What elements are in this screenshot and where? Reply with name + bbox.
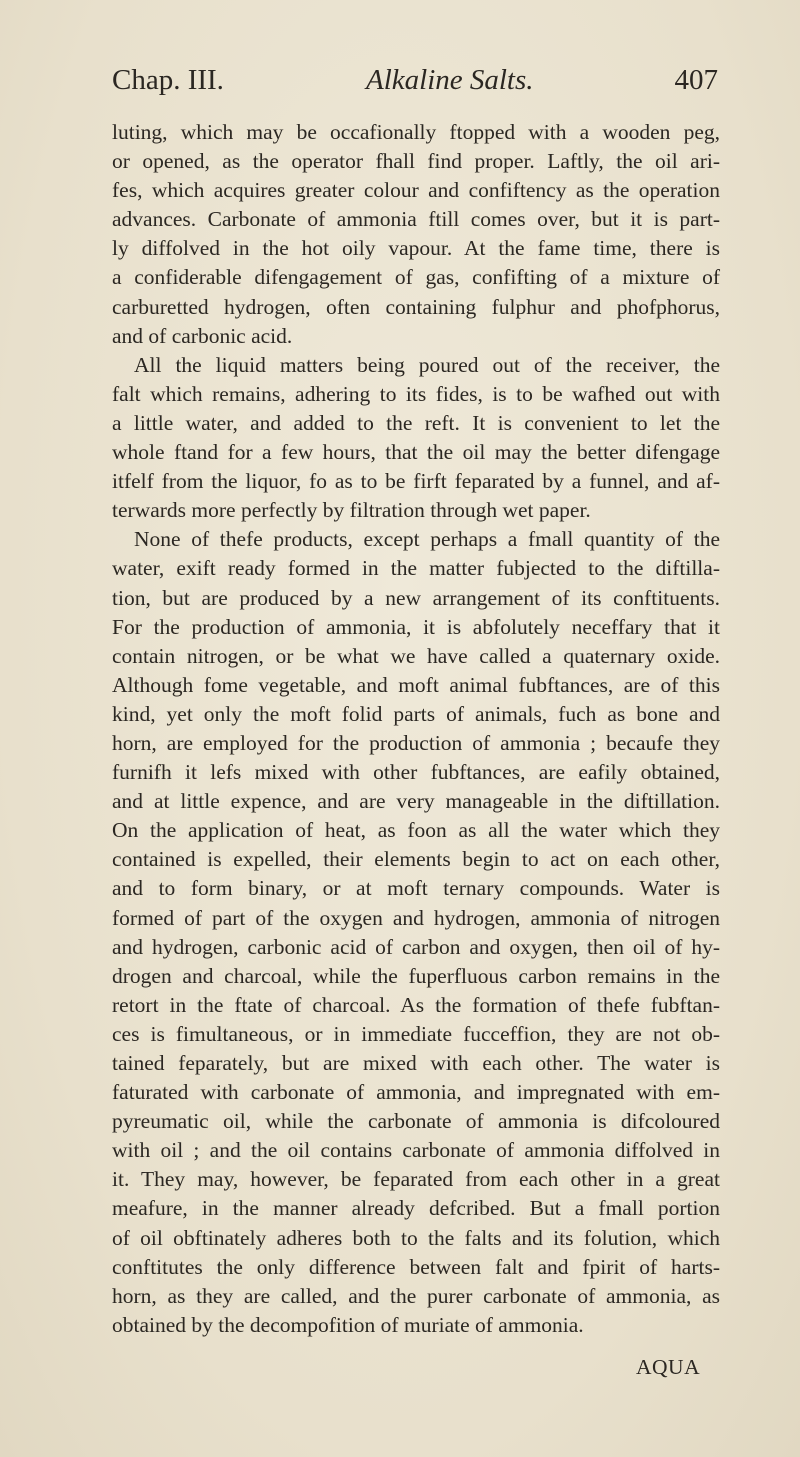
text-line: For the production of ammonia, it is abfolutely neceffary that it xyxy=(112,614,720,639)
text-line: formed of part of the oxygen and hydrogen, ammonia of nitrogen xyxy=(112,905,720,930)
text-line: obtained by the decompofition of muriate of ammonia. xyxy=(112,1312,584,1337)
text-line: None of thefe products, except perhaps a fmall quantity of the xyxy=(134,527,720,552)
text-line: carburetted hydrogen, often containing fulphur and phofphorus, xyxy=(112,294,720,319)
text-line: contained is expelled, their elements begin to act on each other, xyxy=(112,847,720,872)
text-line: and of carbonic acid. xyxy=(112,323,293,348)
running-header xyxy=(112,60,718,100)
running-title: Alkaline Salts. xyxy=(366,64,534,96)
text-line: and to form binary, or at moft ternary compounds. Water is xyxy=(112,876,720,901)
text-line: itfelf from the liquor, fo as to be firft feparated by a funnel, and af- xyxy=(112,469,720,494)
text-line: or opened, as the operator fhall find proper. Laftly, the oil ari- xyxy=(112,149,720,174)
text-line: Although fome vegetable, and moft animal fubftances, are of this xyxy=(112,672,720,697)
text-line: advances. Carbonate of ammonia ftill comes over, but it is part- xyxy=(112,207,720,232)
catchword: AQUA xyxy=(636,1355,701,1379)
text-line: a little water, and added to the reft. It is convenient to let the xyxy=(112,410,720,435)
text-line: tion, but are produced by a new arrangement of its conftituents. xyxy=(112,585,720,610)
text-line: and at little expence, and are very manageable in the diftillation. xyxy=(112,789,720,814)
text-line: luting, which may be occafionally ftopped with a wooden peg, xyxy=(112,120,720,144)
text-line: whole ftand for a few hours, that the oil may the better difengage xyxy=(112,440,720,465)
text-line: conftitutes the only difference between falt and fpirit of harts- xyxy=(112,1254,720,1279)
text-line: horn, are employed for the production of ammonia ; becaufe they xyxy=(112,730,720,755)
text-line: drogen and charcoal, while the fuperfluous carbon remains in the xyxy=(112,963,720,988)
text-line: water, exift ready formed in the matter fubjected to the diftilla- xyxy=(112,556,720,581)
text-line: falt which remains, adhering to its fides, is to be wafhed out with xyxy=(112,381,720,406)
text-line: and hydrogen, carbonic acid of carbon and oxygen, then oil of hy- xyxy=(112,934,720,959)
text-line: ces is fimultaneous, or in immediate fucceffion, they are not ob- xyxy=(112,1021,720,1046)
text-line: with oil ; and the oil contains carbonate of ammonia diffolved in xyxy=(112,1138,720,1163)
text-line: a confiderable difengagement of gas, confifting of a mixture of xyxy=(112,265,720,290)
text-line: All the liquid matters being poured out of the receiver, the xyxy=(134,352,720,377)
text-line: horn, as they are called, and the purer carbonate of ammonia, as xyxy=(112,1283,720,1308)
text-line: On the application of heat, as foon as all the water which they xyxy=(112,818,720,843)
text-line: fes, which acquires greater colour and confiftency as the operation xyxy=(112,178,720,203)
text-line: it. They may, however, be feparated from each other in a great xyxy=(112,1167,720,1192)
text-line: meafure, in the manner already defcribed. But a fmall portion xyxy=(112,1196,720,1221)
text-line: ly diffolved in the hot oily vapour. At the fame time, there is xyxy=(112,236,720,261)
text-line: terwards more perfectly by filtration through wet paper. xyxy=(112,498,591,523)
text-line: furnifh it lefs mixed with other fubftances, are eafily obtained, xyxy=(112,760,720,785)
text-line: tained feparately, but are mixed with each other. The water is xyxy=(112,1051,720,1075)
text-line: contain nitrogen, or be what we have called a quaternary oxide. xyxy=(112,643,720,668)
text-line: faturated with carbonate of ammonia, and impregnated with em- xyxy=(112,1080,720,1105)
body-text xyxy=(112,118,720,1340)
page-number: 407 xyxy=(674,64,718,96)
text-line: pyreumatic oil, while the carbonate of ammonia is difcoloured xyxy=(112,1109,720,1134)
text-line: retort in the ftate of charcoal. As the formation of thefe fubftan- xyxy=(112,992,720,1017)
chapter-label: Chap. III. xyxy=(112,64,224,96)
text-line: kind, yet only the moft folid parts of animals, fuch as bone and xyxy=(112,701,720,726)
text-line: of oil obftinately adheres both to the falts and its folution, which xyxy=(112,1225,720,1250)
